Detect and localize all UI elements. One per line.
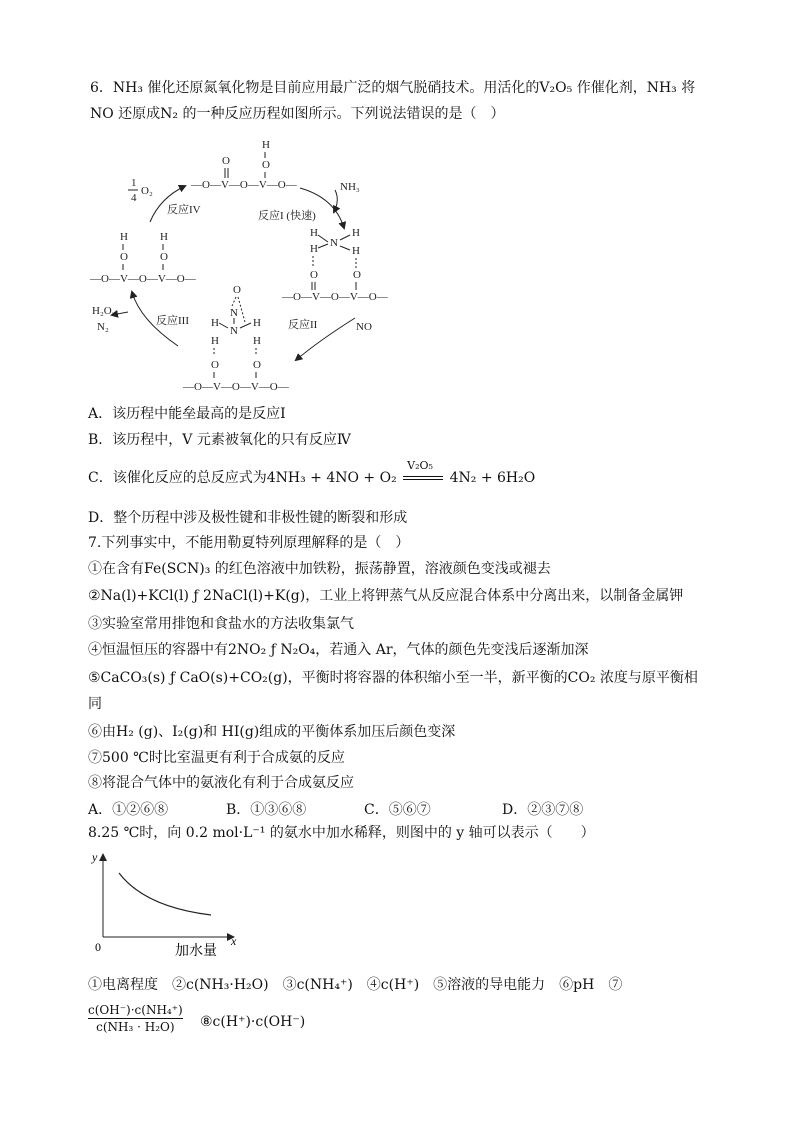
q7-item-7: ⑦500 ℃时比室温更有利于合成氨的反应 <box>88 750 345 766</box>
product-h2o: H₂O、 <box>92 305 123 317</box>
reaction-cycle-diagram <box>0 0 794 400</box>
equilibrium-arrow <box>401 459 445 488</box>
q8-choices: ①电离程度 ②c(NH₃·H₂O) ③c(NH₄⁺) ④c(H⁺) ⑤溶液的导电能力 ⑥pH ⑦ <box>88 977 623 993</box>
svg-text:O: O <box>353 269 361 281</box>
svg-text:O: O <box>262 159 270 171</box>
q8-choice8: ⑧c(H⁺)·c(OH⁻) <box>200 1014 306 1030</box>
q7-item-2: ②Na(l)+KCl(l) ƒ 2NaCl(l)+K(g)，工业上将钾蒸气从反应混合体系中分离出来，以制备金属钾 <box>88 588 684 604</box>
q8-choice7-fraction <box>88 1002 183 1035</box>
svg-text:O: O <box>160 251 168 263</box>
svg-text:O: O <box>233 284 241 296</box>
q6-stem-line2: NO 还原成N₂ 的一种反应历程如图所示。下列说法错误的是（ ） <box>90 106 505 122</box>
arrow-reaction-i <box>300 188 344 228</box>
chain-right: —O—V—O—V—O— <box>282 291 388 303</box>
svg-text:N: N <box>230 325 238 337</box>
label-reaction-iv: 反应IV <box>167 204 201 216</box>
svg-text:H: H <box>253 335 261 347</box>
svg-text:H: H <box>120 231 128 243</box>
chain-bottom: —O—V—O—V—O— <box>183 381 289 393</box>
q6-option-c <box>88 459 536 488</box>
q7-option-d: D．②③⑦⑧ <box>502 802 584 818</box>
svg-text:N: N <box>230 307 238 319</box>
graph-x-label: x <box>231 934 237 948</box>
reagent-o2: O₂ <box>141 185 153 197</box>
svg-text:H: H <box>211 317 219 329</box>
reagent-no: NO <box>356 321 372 333</box>
fraction-numerator: c(OH⁻)·c(NH₄⁺) <box>88 1003 183 1017</box>
svg-text:H: H <box>253 317 261 329</box>
chain-top: —O—V—O—V—O— <box>191 179 297 191</box>
q7-item-4: ④恒温恒压的容器中有2NO₂ ƒ N₂O₄，若通入 Ar，气体的颜色先变浅后逐渐加深 <box>88 642 589 658</box>
product-n2: N₂ <box>97 321 109 333</box>
catalyst-label: V₂O₅ <box>407 459 433 472</box>
q7-item-5-cont: 同 <box>88 696 102 712</box>
svg-text:O: O <box>120 251 128 263</box>
dilution-graph <box>85 845 255 960</box>
svg-text:H: H <box>262 139 270 151</box>
svg-text:H: H <box>310 243 318 255</box>
q7-item-5: ⑤CaCO₃(s) ƒ CaO(s)+CO₂(g)，平衡时将容器的体积缩小至一半，新平衡的CO₂ 浓度与原平衡相 <box>88 670 698 686</box>
svg-text:O: O <box>211 359 219 371</box>
q6-stem-line1: 6．NH₃ 催化还原氮氧化物是目前应用最广泛的烟气脱硝技术。用活化的V₂O₅ 作催化剂，NH₃ 将 <box>90 80 696 96</box>
svg-text:H: H <box>352 245 360 257</box>
svg-text:N: N <box>330 237 338 249</box>
label-reaction-i: 反应I (快速) <box>258 210 316 222</box>
svg-text:H: H <box>160 231 168 243</box>
decay-curve <box>119 873 211 915</box>
q6-option-a: A．该历程中能垒最高的是反应I <box>88 406 286 422</box>
q7-stem: 7.下列事实中，不能用勒夏特列原理解释的是（ ） <box>88 535 410 551</box>
q7-item-6: ⑥由H₂ (g)、I₂(g)和 HI(g)组成的平衡体系加压后颜色变深 <box>88 724 456 740</box>
svg-text:O: O <box>310 269 318 281</box>
q7-option-b: B．①③⑥⑧ <box>226 802 307 818</box>
graph-y-label: y <box>92 850 98 864</box>
q6-option-d: D．整个历程中涉及极性键和非极性键的断裂和形成 <box>88 510 408 526</box>
q7-item-8: ⑧将混合气体中的氨液化有利于合成氨反应 <box>88 775 354 791</box>
q8-stem: 8.25 ℃时，向 0.2 mol·L⁻¹ 的氨水中加水稀释，则图中的 y 轴可以表示（ ） <box>88 825 595 841</box>
label-reaction-iii: 反应III <box>156 315 189 327</box>
svg-text:H: H <box>352 227 360 239</box>
chain-left: —O—V—O—V—O— <box>90 273 196 285</box>
q7-option-c: C．⑤⑥⑦ <box>364 802 431 818</box>
q6-option-b: B．该历程中，V 元素被氧化的只有反应Ⅳ <box>88 432 351 448</box>
graph-x-caption: 加水量 <box>175 943 217 959</box>
q7-item-3: ③实验室常用排饱和食盐水的方法收集氯气 <box>88 616 354 632</box>
o2-frac-den: 4 <box>131 192 137 204</box>
label-reaction-ii: 反应II <box>288 319 318 331</box>
o2-frac-num: 1 <box>131 177 137 189</box>
q7-item-1: ①在含有Fe(SCN)₃ 的红色溶液中加铁粉，振荡静置，溶液颜色变浅或褪去 <box>88 561 551 577</box>
svg-text:H: H <box>211 335 219 347</box>
svg-text:H: H <box>310 227 318 239</box>
svg-text:O: O <box>253 359 261 371</box>
option-c-prefix: C．该催化反应的总反应式为4NH₃ + 4NO + O₂ <box>88 470 397 486</box>
graph-origin: 0 <box>95 940 101 954</box>
option-c-suffix: 4N₂ + 6H₂O <box>449 470 536 486</box>
fraction-denominator: c(NH₃ · H₂O) <box>88 1018 183 1035</box>
q7-option-a: A．①②⑥⑧ <box>88 802 169 818</box>
svg-text:O: O <box>222 155 230 167</box>
reagent-nh3: NH₃ <box>340 181 360 193</box>
